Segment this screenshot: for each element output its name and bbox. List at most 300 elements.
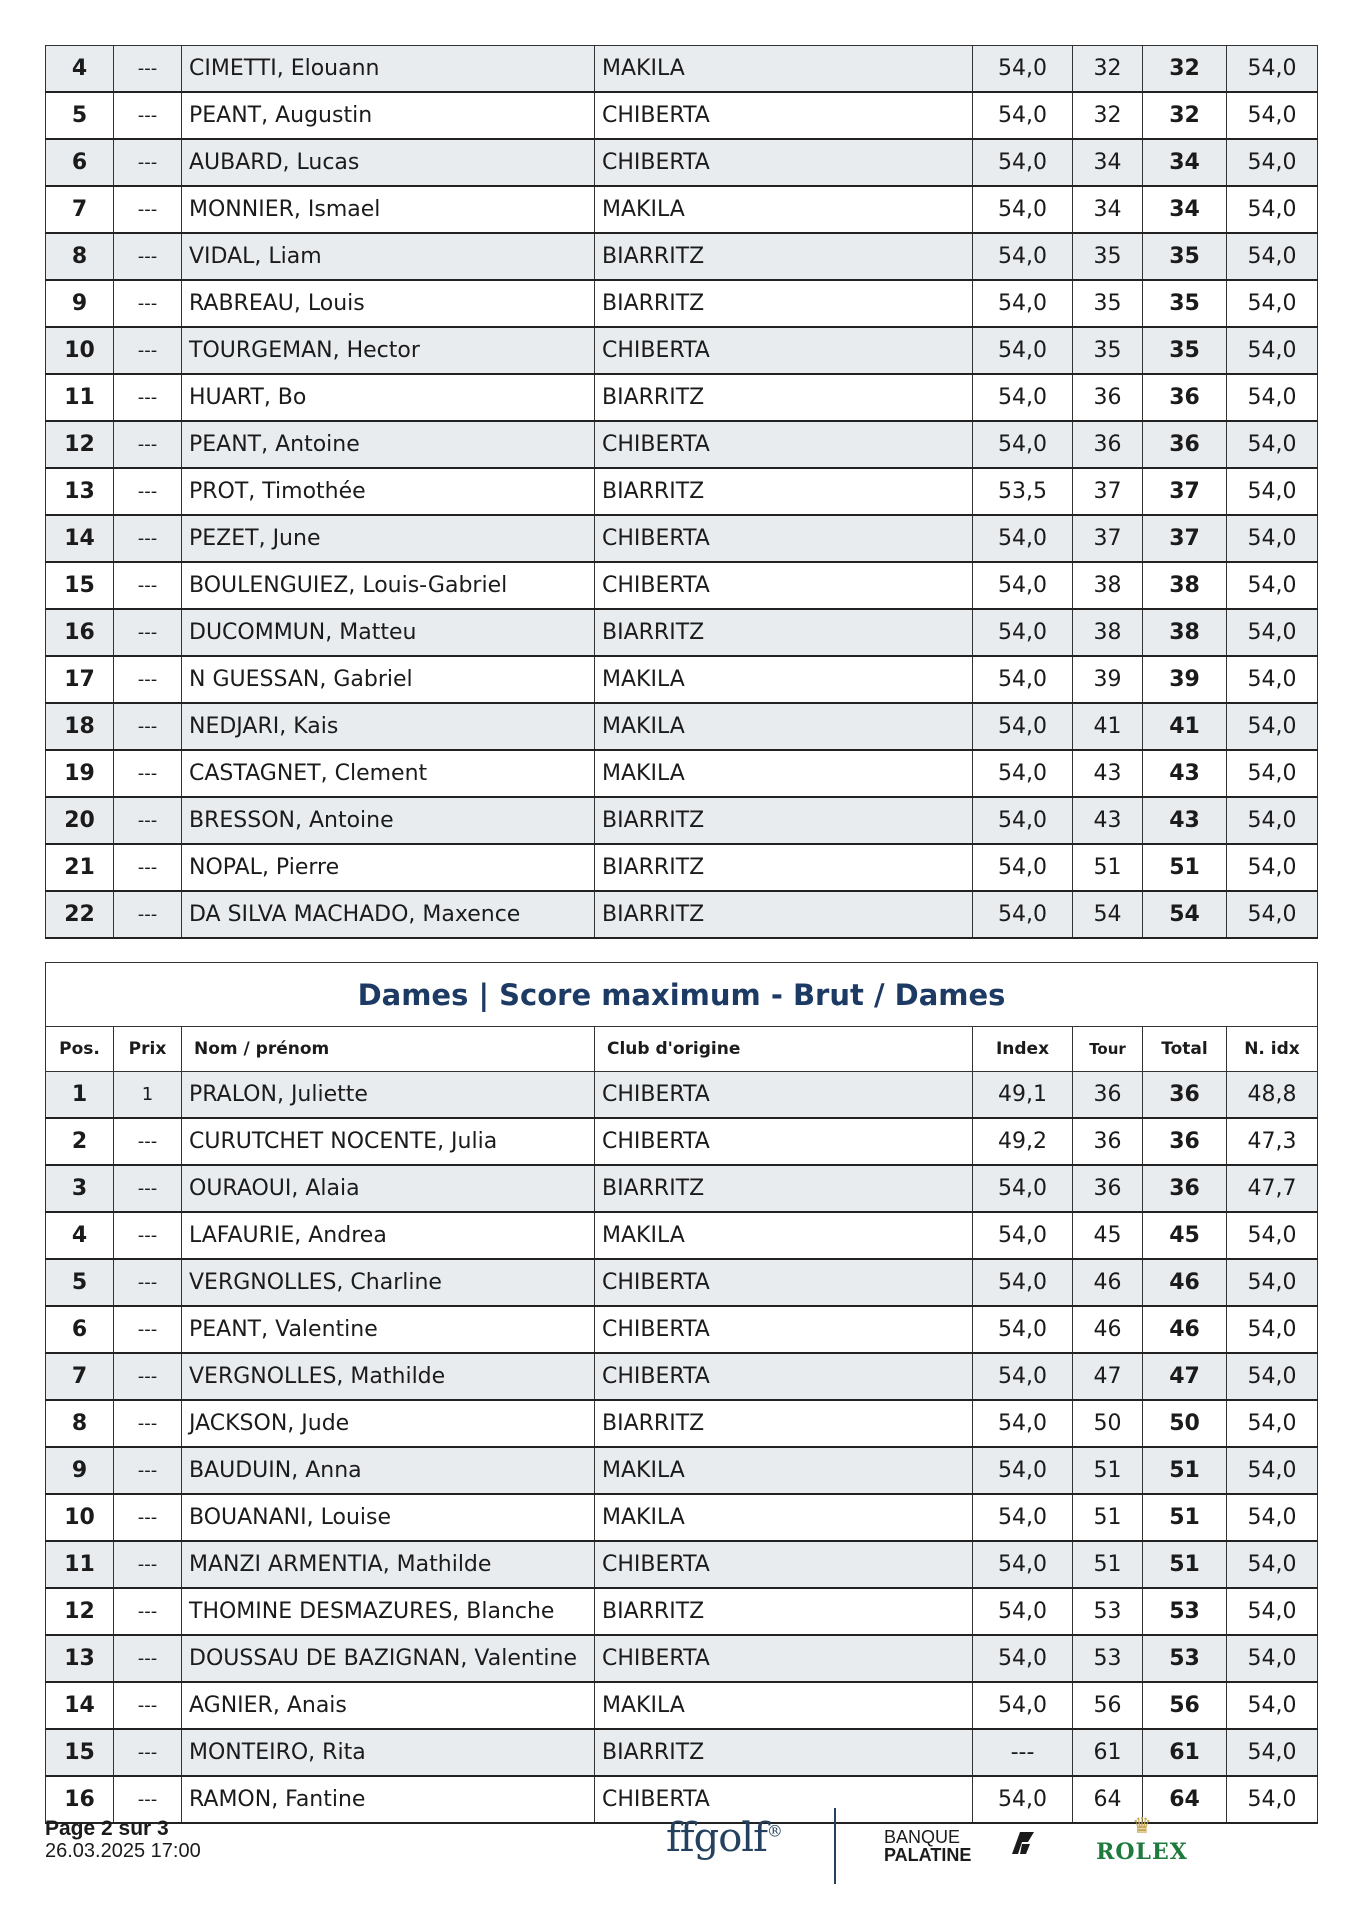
cell-club: BIARRITZ	[595, 468, 973, 515]
header-name: Nom / prénom	[182, 1027, 595, 1072]
cell-club: CHIBERTA	[595, 1072, 973, 1119]
palatine-wave-icon	[1010, 1828, 1036, 1858]
cell-tour: 36	[1073, 1118, 1143, 1165]
cell-tour: 37	[1073, 515, 1143, 562]
cell-total: 51	[1143, 1494, 1227, 1541]
cell-index: 49,2	[973, 1118, 1073, 1165]
cell-nidx: 54,0	[1227, 609, 1318, 656]
ffgolf-mark-icon: ®	[766, 1821, 782, 1841]
banque-palatine-logo	[884, 1828, 971, 1864]
cell-tour: 64	[1073, 1776, 1143, 1823]
table-row	[46, 139, 1318, 186]
cell-tour: 34	[1073, 186, 1143, 233]
cell-prix: ---	[114, 562, 182, 609]
cell-name: PROT, Timothée	[182, 468, 595, 515]
cell-index: 54,0	[973, 1353, 1073, 1400]
cell-pos: 1	[46, 1072, 114, 1119]
table-row	[46, 421, 1318, 468]
cell-nidx: 54,0	[1227, 515, 1318, 562]
table-row	[46, 1165, 1318, 1212]
table-row	[46, 1541, 1318, 1588]
cell-name: PEANT, Augustin	[182, 92, 595, 139]
cell-pos: 2	[46, 1118, 114, 1165]
cell-pos: 14	[46, 1682, 114, 1729]
cell-name: RABREAU, Louis	[182, 280, 595, 327]
cell-pos: 12	[46, 421, 114, 468]
cell-prix: ---	[114, 1306, 182, 1353]
cell-tour: 45	[1073, 1212, 1143, 1259]
cell-name: PRALON, Juliette	[182, 1072, 595, 1119]
cell-nidx: 54,0	[1227, 891, 1318, 938]
cell-pos: 18	[46, 703, 114, 750]
cell-club: BIARRITZ	[595, 1729, 973, 1776]
cell-nidx: 54,0	[1227, 1259, 1318, 1306]
cell-prix: ---	[114, 609, 182, 656]
cell-prix: ---	[114, 1682, 182, 1729]
cell-pos: 19	[46, 750, 114, 797]
cell-index: 54,0	[973, 233, 1073, 280]
cell-name: VERGNOLLES, Charline	[182, 1259, 595, 1306]
cell-name: HUART, Bo	[182, 374, 595, 421]
cell-total: 53	[1143, 1588, 1227, 1635]
cell-tour: 36	[1073, 1072, 1143, 1119]
cell-pos: 20	[46, 797, 114, 844]
cell-nidx: 54,0	[1227, 139, 1318, 186]
cell-prix: ---	[114, 1729, 182, 1776]
cell-club: CHIBERTA	[595, 562, 973, 609]
cell-nidx: 54,0	[1227, 92, 1318, 139]
ffgolf-logo-text: ffgolf	[666, 1815, 767, 1861]
cell-pos: 14	[46, 515, 114, 562]
cell-name: THOMINE DESMAZURES, Blanche	[182, 1588, 595, 1635]
cell-prix: ---	[114, 92, 182, 139]
cell-club: MAKILA	[595, 1682, 973, 1729]
table-row	[46, 46, 1318, 93]
table-row	[46, 1212, 1318, 1259]
cell-club: BIARRITZ	[595, 844, 973, 891]
cell-club: MAKILA	[595, 750, 973, 797]
cell-name: JACKSON, Jude	[182, 1400, 595, 1447]
cell-total: 34	[1143, 139, 1227, 186]
cell-prix: ---	[114, 656, 182, 703]
cell-tour: 35	[1073, 280, 1143, 327]
table-row	[46, 1494, 1318, 1541]
cell-total: 32	[1143, 92, 1227, 139]
cell-name: MONTEIRO, Rita	[182, 1729, 595, 1776]
cell-club: BIARRITZ	[595, 1400, 973, 1447]
cell-name: VIDAL, Liam	[182, 233, 595, 280]
cell-tour: 35	[1073, 233, 1143, 280]
cell-prix: ---	[114, 1165, 182, 1212]
cell-index: 54,0	[973, 139, 1073, 186]
cell-nidx: 54,0	[1227, 1541, 1318, 1588]
header-index: Index	[973, 1027, 1073, 1072]
cell-tour: 35	[1073, 327, 1143, 374]
cell-total: 51	[1143, 844, 1227, 891]
cell-tour: 34	[1073, 139, 1143, 186]
cell-index: 53,5	[973, 468, 1073, 515]
table-row	[46, 891, 1318, 938]
cell-prix: ---	[114, 1447, 182, 1494]
cell-nidx: 54,0	[1227, 1353, 1318, 1400]
cell-prix: ---	[114, 468, 182, 515]
cell-pos: 15	[46, 562, 114, 609]
cell-pos: 9	[46, 280, 114, 327]
cell-total: 36	[1143, 1072, 1227, 1119]
cell-name: CURUTCHET NOCENTE, Julia	[182, 1118, 595, 1165]
rolex-logo	[1094, 1815, 1190, 1865]
cell-club: BIARRITZ	[595, 233, 973, 280]
table-row	[46, 1588, 1318, 1635]
table-row	[46, 468, 1318, 515]
cell-tour: 51	[1073, 844, 1143, 891]
cell-nidx: 54,0	[1227, 1212, 1318, 1259]
cell-club: CHIBERTA	[595, 1118, 973, 1165]
cell-index: 54,0	[973, 1541, 1073, 1588]
cell-pos: 17	[46, 656, 114, 703]
page-number: Page 2 sur 3	[45, 1817, 169, 1840]
cell-pos: 10	[46, 1494, 114, 1541]
table-row	[46, 844, 1318, 891]
cell-name: TOURGEMAN, Hector	[182, 327, 595, 374]
cell-club: CHIBERTA	[595, 1541, 973, 1588]
cell-tour: 61	[1073, 1729, 1143, 1776]
cell-club: BIARRITZ	[595, 891, 973, 938]
cell-club: CHIBERTA	[595, 92, 973, 139]
cell-nidx: 54,0	[1227, 1588, 1318, 1635]
cell-name: N GUESSAN, Gabriel	[182, 656, 595, 703]
cell-club: BIARRITZ	[595, 797, 973, 844]
cell-name: PEANT, Antoine	[182, 421, 595, 468]
dames-results-table	[45, 962, 1318, 1824]
table-row	[46, 1353, 1318, 1400]
cell-index: 49,1	[973, 1072, 1073, 1119]
cell-name: NOPAL, Pierre	[182, 844, 595, 891]
cell-prix: ---	[114, 1776, 182, 1823]
cell-tour: 50	[1073, 1400, 1143, 1447]
header-nidx: N. idx	[1227, 1027, 1318, 1072]
cell-pos: 8	[46, 1400, 114, 1447]
cell-total: 39	[1143, 656, 1227, 703]
cell-index: 54,0	[973, 609, 1073, 656]
cell-total: 32	[1143, 46, 1227, 93]
header-prix: Prix	[114, 1027, 182, 1072]
cell-index: 54,0	[973, 1635, 1073, 1682]
cell-prix: ---	[114, 1259, 182, 1306]
cell-nidx: 54,0	[1227, 703, 1318, 750]
cell-name: MANZI ARMENTIA, Mathilde	[182, 1541, 595, 1588]
cell-name: DA SILVA MACHADO, Maxence	[182, 891, 595, 938]
cell-name: BOUANANI, Louise	[182, 1494, 595, 1541]
cell-pos: 12	[46, 1588, 114, 1635]
print-datetime: 26.03.2025 17:00	[45, 1840, 201, 1862]
cell-club: CHIBERTA	[595, 139, 973, 186]
table-row	[46, 1306, 1318, 1353]
cell-pos: 4	[46, 46, 114, 93]
cell-prix: ---	[114, 1541, 182, 1588]
cell-tour: 54	[1073, 891, 1143, 938]
table-row	[46, 1729, 1318, 1776]
cell-club: BIARRITZ	[595, 280, 973, 327]
results-table-body	[46, 46, 1318, 939]
cell-index: 54,0	[973, 750, 1073, 797]
cell-club: CHIBERTA	[595, 1259, 973, 1306]
cell-prix: ---	[114, 186, 182, 233]
cell-nidx: 48,8	[1227, 1072, 1318, 1119]
cell-club: MAKILA	[595, 1212, 973, 1259]
dames-table-header-row	[46, 1027, 1318, 1072]
cell-index: 54,0	[973, 1212, 1073, 1259]
cell-pos: 16	[46, 609, 114, 656]
palatine-line2: PALATINE	[884, 1845, 972, 1865]
cell-prix: ---	[114, 1353, 182, 1400]
cell-prix: ---	[114, 1212, 182, 1259]
cell-pos: 7	[46, 1353, 114, 1400]
cell-prix: ---	[114, 327, 182, 374]
table-row	[46, 515, 1318, 562]
cell-total: 46	[1143, 1259, 1227, 1306]
cell-tour: 53	[1073, 1635, 1143, 1682]
cell-club: CHIBERTA	[595, 1635, 973, 1682]
cell-nidx: 54,0	[1227, 1447, 1318, 1494]
cell-pos: 5	[46, 92, 114, 139]
cell-club: BIARRITZ	[595, 609, 973, 656]
cell-prix: ---	[114, 233, 182, 280]
cell-pos: 16	[46, 1776, 114, 1823]
cell-prix: ---	[114, 1588, 182, 1635]
cell-prix: ---	[114, 280, 182, 327]
cell-index: 54,0	[973, 1306, 1073, 1353]
cell-total: 36	[1143, 1165, 1227, 1212]
cell-nidx: 54,0	[1227, 421, 1318, 468]
cell-total: 53	[1143, 1635, 1227, 1682]
cell-index: 54,0	[973, 656, 1073, 703]
cell-pos: 6	[46, 139, 114, 186]
cell-pos: 11	[46, 374, 114, 421]
cell-prix: ---	[114, 703, 182, 750]
table-row	[46, 1635, 1318, 1682]
cell-nidx: 54,0	[1227, 46, 1318, 93]
palatine-line1: BANQUE	[884, 1827, 961, 1847]
cell-total: 43	[1143, 797, 1227, 844]
cell-total: 51	[1143, 1541, 1227, 1588]
cell-total: 46	[1143, 1306, 1227, 1353]
cell-nidx: 54,0	[1227, 327, 1318, 374]
cell-name: OURAOUI, Alaia	[182, 1165, 595, 1212]
cell-tour: 51	[1073, 1447, 1143, 1494]
cell-index: 54,0	[973, 186, 1073, 233]
cell-name: RAMON, Fantine	[182, 1776, 595, 1823]
table-row	[46, 1682, 1318, 1729]
cell-tour: 36	[1073, 374, 1143, 421]
cell-prix: ---	[114, 374, 182, 421]
table-row	[46, 280, 1318, 327]
cell-tour: 47	[1073, 1353, 1143, 1400]
cell-tour: 56	[1073, 1682, 1143, 1729]
cell-pos: 7	[46, 186, 114, 233]
cell-prix: ---	[114, 1635, 182, 1682]
table-row	[46, 327, 1318, 374]
logo-divider	[834, 1808, 836, 1884]
results-table-continued	[45, 45, 1318, 939]
cell-name: PEZET, June	[182, 515, 595, 562]
table-row	[46, 233, 1318, 280]
cell-total: 35	[1143, 327, 1227, 374]
cell-name: PEANT, Valentine	[182, 1306, 595, 1353]
table-row	[46, 1259, 1318, 1306]
cell-total: 54	[1143, 891, 1227, 938]
cell-total: 64	[1143, 1776, 1227, 1823]
cell-nidx: 54,0	[1227, 1494, 1318, 1541]
cell-tour: 41	[1073, 703, 1143, 750]
cell-club: BIARRITZ	[595, 1165, 973, 1212]
cell-prix: ---	[114, 515, 182, 562]
cell-total: 51	[1143, 1447, 1227, 1494]
cell-pos: 6	[46, 1306, 114, 1353]
cell-nidx: 54,0	[1227, 750, 1318, 797]
cell-index: 54,0	[973, 280, 1073, 327]
table-row	[46, 562, 1318, 609]
cell-name: BOULENGUIEZ, Louis-Gabriel	[182, 562, 595, 609]
cell-total: 35	[1143, 280, 1227, 327]
table-row	[46, 609, 1318, 656]
table-row	[46, 92, 1318, 139]
cell-total: 47	[1143, 1353, 1227, 1400]
cell-club: MAKILA	[595, 1494, 973, 1541]
cell-club: MAKILA	[595, 1447, 973, 1494]
cell-total: 56	[1143, 1682, 1227, 1729]
cell-prix: ---	[114, 891, 182, 938]
cell-index: 54,0	[973, 327, 1073, 374]
cell-index: 54,0	[973, 1588, 1073, 1635]
cell-total: 45	[1143, 1212, 1227, 1259]
cell-prix: ---	[114, 797, 182, 844]
table-row	[46, 1400, 1318, 1447]
ffgolf-logo	[666, 1815, 782, 1861]
header-pos: Pos.	[46, 1027, 114, 1072]
dames-table-body	[46, 1072, 1318, 1824]
cell-name: LAFAURIE, Andrea	[182, 1212, 595, 1259]
cell-index: 54,0	[973, 374, 1073, 421]
cell-tour: 36	[1073, 421, 1143, 468]
header-club: Club d'origine	[595, 1027, 973, 1072]
cell-index: 54,0	[973, 515, 1073, 562]
table-row	[46, 186, 1318, 233]
cell-index: ---	[973, 1729, 1073, 1776]
cell-index: 54,0	[973, 703, 1073, 750]
rolex-crown-icon: ♛	[1132, 1814, 1152, 1839]
cell-index: 54,0	[973, 562, 1073, 609]
cell-total: 38	[1143, 562, 1227, 609]
cell-pos: 5	[46, 1259, 114, 1306]
cell-index: 54,0	[973, 797, 1073, 844]
cell-pos: 10	[46, 327, 114, 374]
cell-nidx: 54,0	[1227, 797, 1318, 844]
cell-total: 41	[1143, 703, 1227, 750]
cell-nidx: 54,0	[1227, 656, 1318, 703]
cell-tour: 46	[1073, 1306, 1143, 1353]
cell-index: 54,0	[973, 1259, 1073, 1306]
cell-name: AUBARD, Lucas	[182, 139, 595, 186]
cell-total: 36	[1143, 1118, 1227, 1165]
cell-nidx: 54,0	[1227, 844, 1318, 891]
cell-club: MAKILA	[595, 186, 973, 233]
dames-table-title: Dames | Score maximum - Brut / Dames	[46, 963, 1318, 1027]
table-row	[46, 750, 1318, 797]
cell-name: DOUSSAU DE BAZIGNAN, Valentine	[182, 1635, 595, 1682]
cell-prix: ---	[114, 750, 182, 797]
cell-index: 54,0	[973, 1447, 1073, 1494]
cell-tour: 43	[1073, 797, 1143, 844]
cell-tour: 32	[1073, 46, 1143, 93]
cell-club: CHIBERTA	[595, 421, 973, 468]
cell-nidx: 54,0	[1227, 374, 1318, 421]
cell-club: BIARRITZ	[595, 1588, 973, 1635]
cell-tour: 43	[1073, 750, 1143, 797]
cell-club: MAKILA	[595, 656, 973, 703]
cell-total: 35	[1143, 233, 1227, 280]
table-row	[46, 1072, 1318, 1119]
table-row	[46, 374, 1318, 421]
cell-total: 37	[1143, 515, 1227, 562]
cell-pos: 15	[46, 1729, 114, 1776]
cell-prix: ---	[114, 844, 182, 891]
cell-pos: 13	[46, 468, 114, 515]
table-row	[46, 703, 1318, 750]
cell-club: CHIBERTA	[595, 1776, 973, 1823]
cell-prix: ---	[114, 1494, 182, 1541]
cell-nidx: 54,0	[1227, 233, 1318, 280]
cell-total: 38	[1143, 609, 1227, 656]
cell-name: CASTAGNET, Clement	[182, 750, 595, 797]
cell-total: 61	[1143, 1729, 1227, 1776]
cell-name: VERGNOLLES, Mathilde	[182, 1353, 595, 1400]
header-tour: Tour	[1073, 1027, 1143, 1072]
cell-nidx: 54,0	[1227, 1776, 1318, 1823]
cell-index: 54,0	[973, 1776, 1073, 1823]
cell-index: 54,0	[973, 891, 1073, 938]
cell-total: 50	[1143, 1400, 1227, 1447]
cell-pos: 9	[46, 1447, 114, 1494]
cell-pos: 4	[46, 1212, 114, 1259]
cell-total: 36	[1143, 374, 1227, 421]
cell-name: BAUDUIN, Anna	[182, 1447, 595, 1494]
cell-tour: 36	[1073, 1165, 1143, 1212]
cell-nidx: 54,0	[1227, 186, 1318, 233]
cell-tour: 38	[1073, 562, 1143, 609]
cell-prix: ---	[114, 421, 182, 468]
cell-club: CHIBERTA	[595, 327, 973, 374]
cell-nidx: 47,3	[1227, 1118, 1318, 1165]
cell-pos: 22	[46, 891, 114, 938]
cell-tour: 53	[1073, 1588, 1143, 1635]
cell-club: BIARRITZ	[595, 374, 973, 421]
cell-club: MAKILA	[595, 46, 973, 93]
cell-club: CHIBERTA	[595, 1306, 973, 1353]
cell-index: 54,0	[973, 92, 1073, 139]
cell-index: 54,0	[973, 46, 1073, 93]
cell-index: 54,0	[973, 1494, 1073, 1541]
cell-pos: 3	[46, 1165, 114, 1212]
cell-prix: ---	[114, 46, 182, 93]
cell-nidx: 54,0	[1227, 1400, 1318, 1447]
cell-index: 54,0	[973, 1165, 1073, 1212]
cell-club: CHIBERTA	[595, 1353, 973, 1400]
table-row	[46, 1447, 1318, 1494]
cell-nidx: 54,0	[1227, 280, 1318, 327]
cell-tour: 51	[1073, 1541, 1143, 1588]
cell-tour: 51	[1073, 1494, 1143, 1541]
